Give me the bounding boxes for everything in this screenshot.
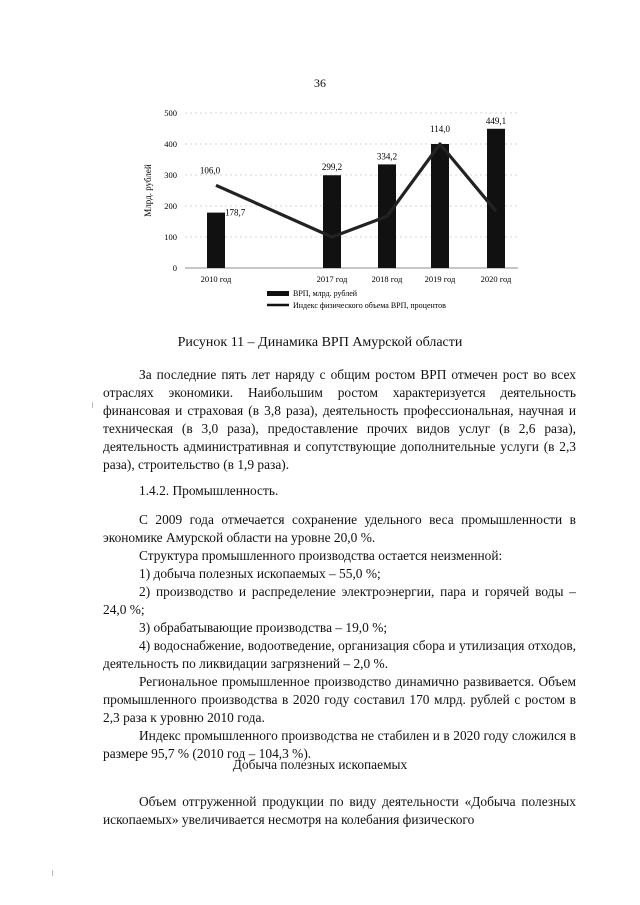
grp-chart [130, 100, 530, 325]
bar-5 [487, 129, 505, 268]
paragraph-grp-growth: За последние пять лет наряду с общим ростом ВРП отмечен рост во всех отраслях экономики. Наибольшим ростом характеризуется деятельность финансовая и страховая (в 3,8 раза), деятельность профессиональная, научная и техническая (в 3,0 раза), предоставление прочих видов услуг (в 2,6 раза), деятельность административная и сопутствующие дополнительные услуги (в 2,3 раза), строительство (в 1,9 раза). [103, 367, 576, 472]
page-number: 36 [314, 76, 326, 90]
x-tick-label: 2017 год [316, 274, 348, 284]
text-block-1 [103, 366, 576, 474]
paragraph-industry-share: С 2009 года отмечается сохранение удельного веса промышленности в экономике Амурской области на уровне 20,0 %. [103, 512, 576, 545]
paragraph-structure: Структура промышленного производства остается неизменной: [139, 548, 503, 563]
y-tick-label: 0 [172, 263, 177, 273]
text-block-2 [103, 511, 576, 763]
bar-2 [323, 175, 341, 268]
bar-value-label: 299,2 [321, 162, 343, 173]
legend-bar-swatch [267, 291, 289, 296]
bar-value-label: 334,2 [376, 151, 398, 162]
subsection-heading: Добыча полезных ископаемых [232, 757, 408, 772]
y-tick-label: 100 [164, 232, 177, 242]
paragraph-regional-production: Региональное промышленное производство динамично развивается. Объем промышленного производства в 2020 году составил 170 млрд. рублей с ростом в 2,3 раза к уровню 2010 года. [103, 674, 576, 725]
paragraph-production-index: Индекс промышленного производства не стабилен и в 2020 году сложился в размере 95,7 % (2010 год – 104,3 %). [103, 728, 576, 761]
list-item: 2) производство и распределение электроэнергии, пара и горячей воды – 24,0 %; [103, 584, 576, 617]
bar-1 [207, 213, 225, 268]
x-tick-label: 2019 год [424, 274, 456, 284]
paragraph-mining-volume: Объем отгруженной продукции по виду деятельности «Добыча полезных ископаемых» увеличивается несмотря на колебания физического [103, 794, 576, 827]
figure-caption: Рисунок 11 – Динамика ВРП Амурской области [177, 335, 463, 350]
list-item: 1) добыча полезных ископаемых – 55,0 %; [139, 566, 381, 581]
scan-artifact [52, 870, 53, 876]
x-tick-label: 2018 год [371, 274, 403, 284]
x-tick-label: 2020 год [480, 274, 512, 284]
y-tick-label: 200 [164, 201, 177, 211]
y-axis-label: Млрд. рублей [143, 164, 153, 217]
legend-line-label: Индекс физического объема ВРП, процентов [293, 301, 446, 310]
bar-value-label: 449,1 [485, 115, 507, 126]
section-heading: 1.4.2. Промышленность. [139, 483, 279, 498]
index-line [216, 144, 496, 237]
bar-value-label: 178,7 [225, 207, 246, 218]
x-tick-label: 2010 год [200, 274, 232, 284]
list-item: 4) водоснабжение, водоотведение, организация сбора и утилизация отходов, деятельность по ликвидации загрязнений – 2,0 %. [103, 638, 576, 671]
y-tick-label: 400 [164, 139, 177, 149]
y-tick-label: 500 [164, 108, 177, 118]
list-item: 3) обрабатывающие производства – 19,0 %; [139, 620, 388, 635]
bar-4 [431, 144, 449, 268]
y-tick-label: 300 [164, 170, 177, 180]
line-value-label: 106,0 [199, 165, 221, 176]
line-value-label: 114,0 [430, 124, 450, 134]
legend-bar-label: ВРП, млрд. рублей [293, 289, 358, 298]
text-block-3 [103, 793, 576, 829]
scan-artifact [92, 402, 93, 408]
